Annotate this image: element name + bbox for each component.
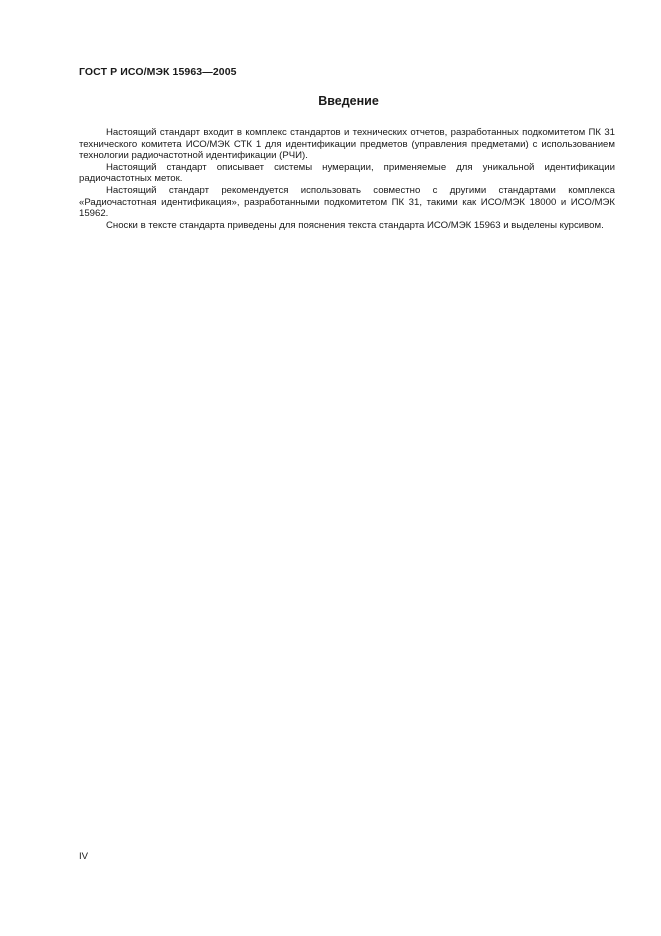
paragraph: Настоящий стандарт описывает системы нумерации, применяемые для уникальной идентификации радиочастотных меток. — [79, 161, 615, 185]
page-number: IV — [79, 851, 89, 862]
section-title: Введение — [318, 94, 379, 108]
paragraph: Настоящий стандарт входит в комплекс стандартов и технических отчетов, разработанных подкомитетом ПК 31 технического комитета ИСО/МЭК СТК 1 для идентификации предметов (управления предметами) с использованием технологии радиочастотной идентификации (РЧИ). — [79, 127, 615, 162]
paragraph: Сноски в тексте стандарта приведены для пояснения текста стандарта ИСО/МЭК 15963 и выделены курсивом. — [106, 219, 604, 231]
paragraph: Настоящий стандарт рекомендуется использовать совместно с другими стандартами комплекса «Радиочастотная идентификация», разработанными подкомитетом ПК 31, такими как ИСО/МЭК 18000 и ИСО/МЭК 15962. — [79, 184, 615, 220]
body-text — [79, 127, 615, 231]
document-header: ГОСТ Р ИСО/МЭК 15963—2005 — [79, 66, 237, 78]
